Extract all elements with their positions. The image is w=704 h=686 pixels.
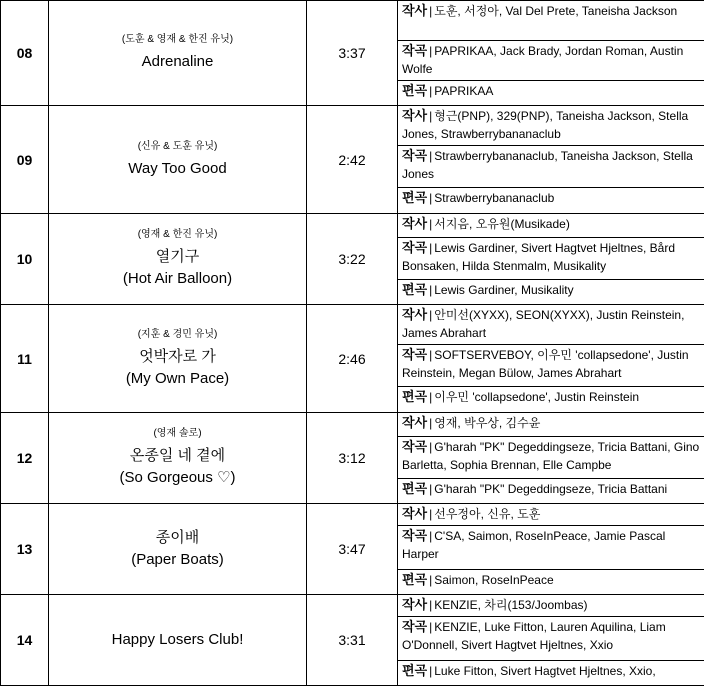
credit-separator: |: [427, 482, 434, 496]
credit-names: Luke Fitton, Sivert Hagtvet Hjeltnes, Xxio,: [434, 664, 655, 678]
track-row: [1, 106, 704, 214]
track-title: 열기구: [49, 246, 306, 268]
track-title-cell: [49, 504, 307, 595]
credit-line: [398, 106, 704, 146]
credit-separator: |: [427, 529, 434, 543]
credit-separator: |: [427, 217, 434, 231]
track-row: [1, 504, 704, 595]
credit-separator: |: [427, 348, 434, 362]
credit-names: 이우민 'collapsedone', Justin Reinstein: [434, 390, 639, 404]
credit-role: 편곡: [402, 83, 427, 98]
credit-role: 작곡: [402, 240, 427, 255]
credit-separator: |: [427, 308, 434, 322]
credit-line: [398, 305, 704, 345]
track-credits: [398, 1, 704, 106]
credit-role: 작사: [402, 415, 427, 430]
credit-line: [398, 280, 704, 304]
track-duration: 3:12: [307, 413, 398, 504]
credit-line: [398, 41, 704, 81]
credit-role: 편곡: [402, 481, 427, 496]
credit-role: 작사: [402, 506, 427, 521]
credit-line: [398, 437, 704, 479]
track-credits: [398, 413, 704, 504]
credit-role: 편곡: [402, 389, 427, 404]
credit-line: [398, 661, 704, 685]
credit-names: KENZIE, Luke Fitton, Lauren Aquilina, Liam O'Donnell, Sivert Hagtvet Hjeltnes, Xxio: [402, 620, 666, 652]
credit-role: 작사: [402, 216, 427, 231]
credit-names: PAPRIKAA: [434, 84, 493, 98]
track-title: Adrenaline: [49, 51, 306, 73]
credit-separator: |: [427, 416, 434, 430]
credit-names: 서지음, 오유원(Musikade): [434, 217, 570, 231]
track-row: [1, 413, 704, 504]
track-title: 종이배: [49, 527, 306, 549]
credit-line: [398, 214, 704, 238]
track-duration: 3:47: [307, 504, 398, 595]
track-credits: [398, 504, 704, 595]
credit-line: [398, 81, 704, 105]
credit-role: 작곡: [402, 148, 427, 163]
track-list: [1, 1, 704, 686]
credit-names: Strawberrybananaclub, Taneisha Jackson, Stella Jones: [402, 149, 693, 181]
credit-line: [398, 1, 704, 41]
credit-line: [398, 570, 704, 594]
credit-role: 작곡: [402, 439, 427, 454]
track-duration: 3:31: [307, 595, 398, 686]
track-title: Way Too Good: [49, 158, 306, 180]
track-number: 13: [1, 504, 49, 595]
credit-names: G'harah "PK" Degeddingseze, Tricia Battani, Gino Barletta, Sophia Brennan, Elle Campbe: [402, 440, 699, 472]
credit-role: 작곡: [402, 619, 427, 634]
track-number: 11: [1, 305, 49, 413]
credit-names: 형근(PNP), 329(PNP), Taneisha Jackson, Stella Jones, Strawberrybananaclub: [402, 109, 688, 141]
credit-role: 편곡: [402, 282, 427, 297]
credit-names: 도훈, 서정아, Val Del Prete, Taneisha Jackson: [434, 4, 677, 18]
track-row: [1, 305, 704, 413]
credit-names: C'SA, Saimon, RoseInPeace, Jamie Pascal Harper: [402, 529, 665, 561]
credit-names: 영재, 박우상, 김수윤: [434, 416, 540, 430]
credit-separator: |: [427, 4, 434, 18]
track-number: 12: [1, 413, 49, 504]
track-number: 09: [1, 106, 49, 214]
credit-line: [398, 479, 704, 503]
credit-separator: |: [427, 191, 434, 205]
credit-role: 작사: [402, 307, 427, 322]
credit-names: KENZIE, 차리(153/Joombas): [434, 598, 587, 612]
credit-separator: |: [427, 241, 434, 255]
track-row: [1, 214, 704, 305]
track-title: (So Gorgeous ♡): [49, 467, 306, 489]
credit-line: [398, 188, 704, 213]
credit-separator: |: [427, 620, 434, 634]
track-title: 온종일 네 곁에: [49, 445, 306, 467]
track-title: (My Own Pace): [49, 368, 306, 390]
track-title: (Paper Boats): [49, 549, 306, 571]
track-title-cell: [49, 106, 307, 214]
credit-role: 편곡: [402, 190, 427, 205]
credit-separator: |: [427, 283, 434, 297]
credit-separator: |: [427, 573, 434, 587]
credit-separator: |: [427, 390, 434, 404]
credit-separator: |: [427, 507, 434, 521]
track-number: 14: [1, 595, 49, 686]
track-title-cell: [49, 1, 307, 106]
credit-line: [398, 387, 704, 412]
track-duration: 3:37: [307, 1, 398, 106]
credit-separator: |: [427, 84, 434, 98]
track-unit: (지훈 & 경민 유닛): [49, 328, 306, 342]
credit-role: 편곡: [402, 572, 427, 587]
credit-role: 작사: [402, 597, 427, 612]
credit-role: 작곡: [402, 347, 427, 362]
track-credits: [398, 305, 704, 413]
credit-line: [398, 238, 704, 280]
credit-role: 작사: [402, 3, 427, 18]
credit-role: 편곡: [402, 663, 427, 678]
track-number: 10: [1, 214, 49, 305]
track-number: 08: [1, 1, 49, 106]
track-duration: 2:42: [307, 106, 398, 214]
track-title-cell: [49, 305, 307, 413]
credit-separator: |: [427, 664, 434, 678]
track-duration: 3:22: [307, 214, 398, 305]
credit-names: Lewis Gardiner, Musikality: [434, 283, 573, 297]
credit-names: 안미선(XYXX), SEON(XYXX), Justin Reinstein, James Abrahart: [402, 308, 684, 340]
credit-names: SOFTSERVEBOY, 이우민 'collapsedone', Justin Reinstein, Megan Bülow, James Abrahart: [402, 348, 689, 380]
track-credits: [398, 595, 704, 686]
credit-line: [398, 595, 704, 617]
credit-separator: |: [427, 44, 434, 58]
credit-separator: |: [427, 149, 434, 163]
track-unit: (신유 & 도훈 유닛): [49, 140, 306, 154]
track-title-cell: [49, 595, 307, 686]
track-title: (Hot Air Balloon): [49, 268, 306, 290]
credit-line: [398, 504, 704, 526]
credit-line: [398, 146, 704, 188]
credit-line: [398, 345, 704, 387]
track-title-cell: [49, 413, 307, 504]
credit-separator: |: [427, 598, 434, 612]
credit-names: PAPRIKAA, Jack Brady, Jordan Roman, Austin Wolfe: [402, 44, 683, 76]
credit-role: 작곡: [402, 43, 427, 58]
track-duration: 2:46: [307, 305, 398, 413]
track-unit: (영재 & 한진 유닛): [49, 228, 306, 242]
credit-names: G'harah "PK" Degeddingseze, Tricia Battani: [434, 482, 667, 496]
track-title-cell: [49, 214, 307, 305]
track-title: Happy Losers Club!: [49, 629, 306, 651]
track-unit: (영재 솔로): [49, 427, 306, 441]
credit-line: [398, 617, 704, 661]
credit-names: Saimon, RoseInPeace: [434, 573, 553, 587]
track-row: [1, 595, 704, 686]
credit-line: [398, 526, 704, 570]
credit-line: [398, 413, 704, 437]
credit-names: 선우정아, 신유, 도훈: [434, 507, 540, 521]
credit-separator: |: [427, 440, 434, 454]
track-title: 엇박자로 가: [49, 346, 306, 368]
track-credits: [398, 106, 704, 214]
credit-role: 작사: [402, 108, 427, 123]
track-unit: (도훈 & 영재 & 한진 유닛): [49, 33, 306, 47]
track-row: [1, 1, 704, 106]
credit-names: Strawberrybananaclub: [434, 191, 554, 205]
credit-separator: |: [427, 109, 434, 123]
track-credits: [398, 214, 704, 305]
credit-names: Lewis Gardiner, Sivert Hagtvet Hjeltnes, Bård Bonsaken, Hilda Stenmalm, Musikality: [402, 241, 675, 273]
credit-role: 작곡: [402, 528, 427, 543]
